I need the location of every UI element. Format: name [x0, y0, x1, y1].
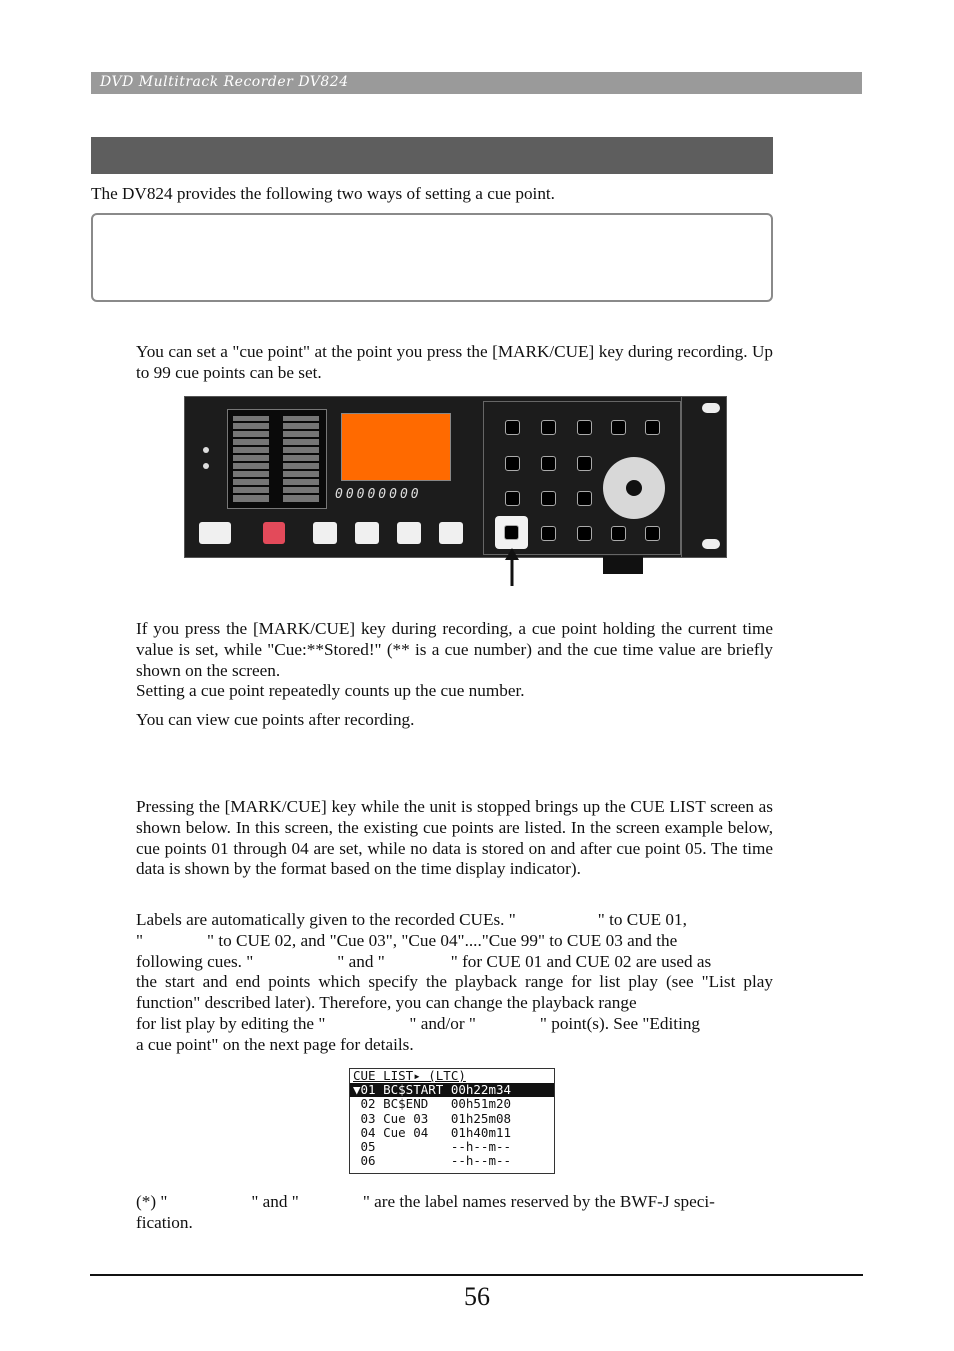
p2-text: the start and end points which specify the playback range for list play (see "List play function" described later). Therefore, you can change the playback range [136, 972, 773, 1013]
meter-bars [228, 410, 326, 508]
panel-key [611, 420, 626, 435]
footnote-text: fication. [136, 1212, 193, 1232]
section3-paragraph-2 [136, 910, 773, 1056]
rewind-key [397, 522, 421, 544]
cue-list-row: 06 --h--m-- [353, 1153, 512, 1169]
panel-key [577, 456, 592, 471]
p2-text: " and " [337, 951, 385, 971]
section2-paragraph-2: Setting a cue point repeatedly counts up the cue number. [136, 681, 525, 700]
panel-key [577, 526, 592, 541]
p2-text: following cues. " [136, 951, 254, 971]
front-panel-illustration [184, 396, 727, 558]
indicator-led [203, 463, 209, 469]
cue-list-row: ▼01 BC$START 00h22m34 [350, 1083, 554, 1097]
rack-hole-bottom [702, 539, 720, 549]
panel-key [541, 491, 556, 506]
play-key [355, 522, 379, 544]
footnote-text: (*) " [136, 1192, 168, 1211]
p2-text: " [136, 930, 144, 950]
record-key [263, 522, 285, 544]
panel-foot [603, 556, 643, 574]
p2-text: " and/or " [409, 1013, 476, 1033]
p2-text: a cue point" on the next page for details. [136, 1034, 414, 1054]
footnote-text: " are the label names reserved by the BWF-J speci- [362, 1192, 715, 1211]
time-counter: 00000000 [335, 487, 422, 502]
section2-paragraph-3: You can view cue points after recording. [136, 710, 415, 729]
section3-paragraph-1: Pressing the [MARK/CUE] key while the unit is stopped brings up the CUE LIST screen as shown below. In this screen, the existing cue points are listed. In the screen example below, cue points 01 through 04 are set, while no data is stored on and after cue point 05. The time data is shown by the format based on the time display indicator). [136, 797, 773, 879]
cue-list-row: 05 --h--m-- [353, 1139, 512, 1155]
stop-key [313, 522, 337, 544]
cue-list-title: CUE LIST▸ (LTC) [353, 1068, 466, 1083]
cue-list-row: 03 Cue 03 01h25m08 [353, 1110, 512, 1126]
p2-text: for list play by editing the " [136, 1013, 326, 1033]
panel-key [645, 526, 660, 541]
methods-box [91, 213, 773, 302]
panel-key [611, 526, 626, 541]
header-title: DVD Multitrack Recorder DV824 [100, 74, 349, 90]
cue-list-screen [349, 1068, 555, 1174]
rack-hole-top [702, 403, 720, 413]
section2-paragraph-1: If you press the [MARK/CUE] key during recording, a cue point holding the current time value is set, while "Cue:**Stored!" (** is a cue number) and the cue time value are briefly shown on the screen. [136, 619, 773, 680]
transport-key [199, 522, 231, 544]
indicator-led [203, 447, 209, 453]
panel-key [541, 526, 556, 541]
panel-key [541, 420, 556, 435]
cue-list-row: 04 Cue 04 01h40m11 [353, 1124, 512, 1140]
footer-rule [90, 1274, 863, 1276]
display-screen [341, 413, 451, 481]
page-number: 56 [464, 1282, 490, 1311]
footnote [136, 1192, 773, 1234]
panel-key [505, 456, 520, 471]
level-meter [227, 409, 327, 509]
footnote-text: " and " [251, 1192, 299, 1211]
section-heading-bar [91, 137, 773, 174]
section1-paragraph: You can set a "cue point" at the point you press the [MARK/CUE] key during recording. Up to 99 cue points can be set. [136, 342, 773, 382]
fast-forward-key [439, 522, 463, 544]
p2-text: " point(s). See "Editing [539, 1013, 701, 1033]
panel-key [505, 420, 520, 435]
p2-text: " to CUE 02, and "Cue 03", "Cue 04"...."Cue 99" to CUE 03 and the [207, 930, 678, 950]
p2-text: " for CUE 01 and CUE 02 are used as [450, 951, 712, 971]
p2-text: Labels are automatically given to the recorded CUEs. " [136, 910, 516, 929]
mark-cue-key [504, 525, 519, 540]
arrow-icon [502, 548, 522, 588]
panel-key [505, 491, 520, 506]
cue-list-row: 02 BC$END 00h51m20 [353, 1096, 512, 1112]
p2-text: " to CUE 01, [597, 910, 687, 929]
intro-text: The DV824 provides the following two ways of setting a cue point. [91, 184, 555, 203]
jog-dial-center [626, 480, 642, 496]
rack-ear-divider [681, 397, 682, 557]
panel-key [577, 491, 592, 506]
panel-key [541, 456, 556, 471]
panel-key [645, 420, 660, 435]
panel-key [577, 420, 592, 435]
